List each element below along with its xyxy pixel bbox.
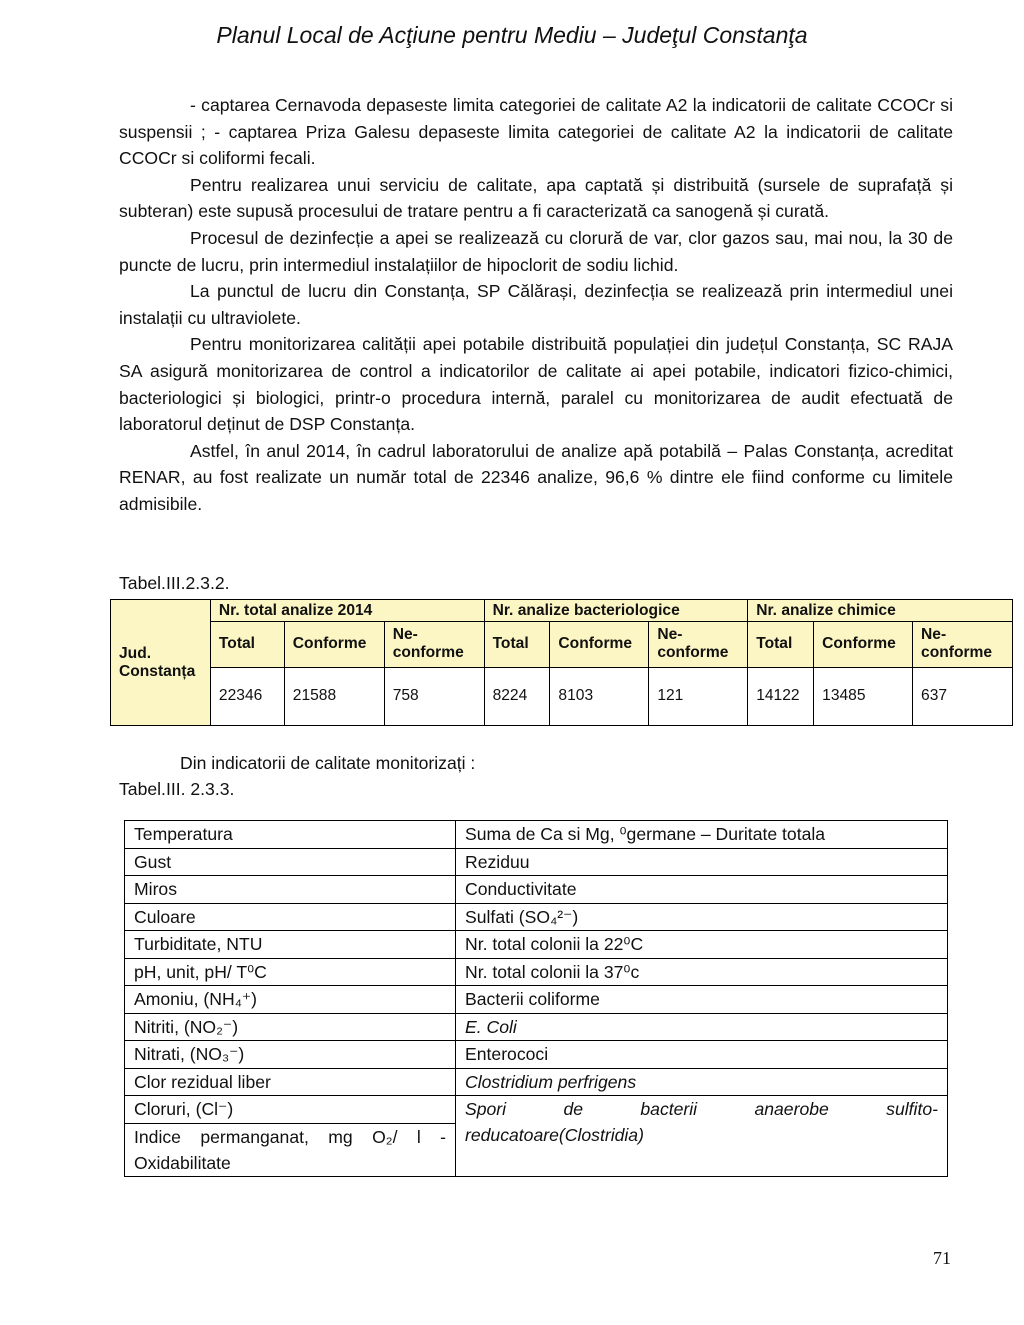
table-cell: 8224 (484, 667, 550, 725)
body-text (119, 92, 953, 518)
paragraph: La punctul de lucru din Constanța, SP Călărași, dezinfecția se realizează prin intermediul unei instalații cu ultraviolete. (119, 281, 953, 328)
table-cell: 8103 (550, 667, 649, 725)
spori-word: anaerobe (754, 1099, 829, 1119)
table-row (125, 876, 948, 904)
indicator-left: Miros (125, 876, 456, 904)
paragraph: Pentru monitorizarea calității apei potabile distribuită populației din județul Constanța, SC RAJA SA asigură monitorizarea de control a indicatorilor de calitate ai apei potabile, indicatori fizico-chimici, bacteriologici și biologici, printr-o procedura internă, paralel cu monitorizarea de audit efectuată de laboratorul deținut de DSP Constanța. (119, 334, 953, 435)
spori-line-2: reducatoare(Clostridia) (465, 1125, 644, 1145)
table-row (125, 903, 948, 931)
table-row (125, 821, 948, 849)
indicator-left: Indice permanganat, mg O₂/ l - Oxidabilitate (125, 1123, 456, 1176)
spori-word: bacterii (640, 1099, 698, 1119)
indicator-right: Nr. total colonii la 22⁰C (456, 931, 948, 959)
indicator-left: Temperatura (125, 821, 456, 849)
page-number: 71 (933, 1248, 951, 1268)
spori-line (465, 1096, 938, 1122)
indicator-right: Reziduu (456, 848, 948, 876)
table-row (125, 958, 948, 986)
indicator-left: Nitrati, (NO₃⁻) (125, 1041, 456, 1069)
indicator-right-spori (456, 1096, 948, 1177)
row-header-cell (111, 600, 211, 726)
analyses-table (110, 599, 1013, 726)
column-header: Conforme (550, 622, 649, 667)
paragraph: Pentru realizarea unui serviciu de calitate, apa captată și distribuită (sursele de suprafață și subteran) este supusă procesului de tratare pentru a fi caracterizată ca sanogenă și curată. (119, 174, 953, 222)
group-header: Nr. total analize 2014 (210, 600, 484, 622)
column-header: Ne-conforme (913, 622, 1013, 667)
indicator-right: E. Coli (456, 1013, 948, 1041)
group-header: Nr. analize bacteriologice (484, 600, 748, 622)
indicator-right: Clostridium perfrigens (456, 1068, 948, 1096)
indicator-right: Bacterii coliforme (456, 986, 948, 1014)
table-cell: 758 (384, 667, 484, 725)
table-row (125, 1096, 948, 1124)
indicator-left: pH, unit, pH/ T⁰C (125, 958, 456, 986)
indicators-table (124, 820, 948, 1177)
table-cell: 121 (649, 667, 748, 725)
column-header: Total (748, 622, 814, 667)
table-caption: Tabel.III. 2.3.3. (119, 779, 235, 799)
spori-word: de (563, 1099, 584, 1119)
table-row (125, 931, 948, 959)
indicator-left: Cloruri, (Cl⁻) (125, 1096, 456, 1124)
table-cell: 14122 (748, 667, 814, 725)
column-header: Ne-conforme (649, 622, 748, 667)
table-row (125, 848, 948, 876)
table-cell: 22346 (210, 667, 284, 725)
column-header: Total (210, 622, 284, 667)
table-row (125, 1068, 948, 1096)
indicator-right: Suma de Ca si Mg, ⁰germane – Duritate totala (456, 821, 948, 849)
indicator-left: Gust (125, 848, 456, 876)
indicator-right: Enterococi (456, 1041, 948, 1069)
table-cell: 637 (913, 667, 1013, 725)
paragraph: Procesul de dezinfecție a apei se realizează cu clorură de var, clor gazos sau, mai nou, la 30 de puncte de lucru, prin intermediul instalațiilor de hipoclorit de sodiu lichid. (119, 227, 953, 275)
group-header: Nr. analize chimice (748, 600, 1013, 622)
indicator-left: Amoniu, (NH₄⁺) (125, 986, 456, 1014)
row-header: Jud. Constanța (119, 644, 196, 680)
column-header: Total (484, 622, 550, 667)
indicator-left: Clor rezidual liber (125, 1068, 456, 1096)
table-cell: 13485 (814, 667, 913, 725)
paragraph: - captarea Cernavoda depaseste limita categoriei de calitate A2 la indicatorii de calitate CCOCr si suspensii ; - captarea Priza Galesu depaseste limita categoriei de calitate A2 la indicatorii de calitate CCOCr si coliformi fecali. (119, 95, 953, 169)
spori-word: sulfito- (886, 1099, 938, 1119)
indicator-right: Sulfati (SO₄²⁻) (456, 903, 948, 931)
table-row (125, 986, 948, 1014)
spori-word: Spori (465, 1099, 507, 1119)
column-header: Conforme (814, 622, 913, 667)
table-row (125, 1013, 948, 1041)
table-intro: Din indicatorii de calitate monitorizați : (180, 753, 476, 773)
table-row (125, 1041, 948, 1069)
table-caption: Tabel.III.2.3.2. (119, 573, 230, 593)
column-header: Ne-conforme (384, 622, 484, 667)
indicator-left: Culoare (125, 903, 456, 931)
indicator-left: Nitriti, (NO₂⁻) (125, 1013, 456, 1041)
indicator-right: Conductivitate (456, 876, 948, 904)
column-header: Conforme (284, 622, 384, 667)
indicator-right: Nr. total colonii la 37⁰c (456, 958, 948, 986)
indicator-left: Turbiditate, NTU (125, 931, 456, 959)
paragraph: Astfel, în anul 2014, în cadrul laboratorului de analize apă potabilă – Palas Constanța, acreditat RENAR, au fost realizate un număr total de 22346 analize, 96,6 % dintre ele fiind conforme cu limitele admisibile. (119, 440, 953, 514)
page-header: Planul Local de Acţiune pentru Mediu – Judeţul Constanţa (216, 22, 808, 48)
table-cell: 21588 (284, 667, 384, 725)
